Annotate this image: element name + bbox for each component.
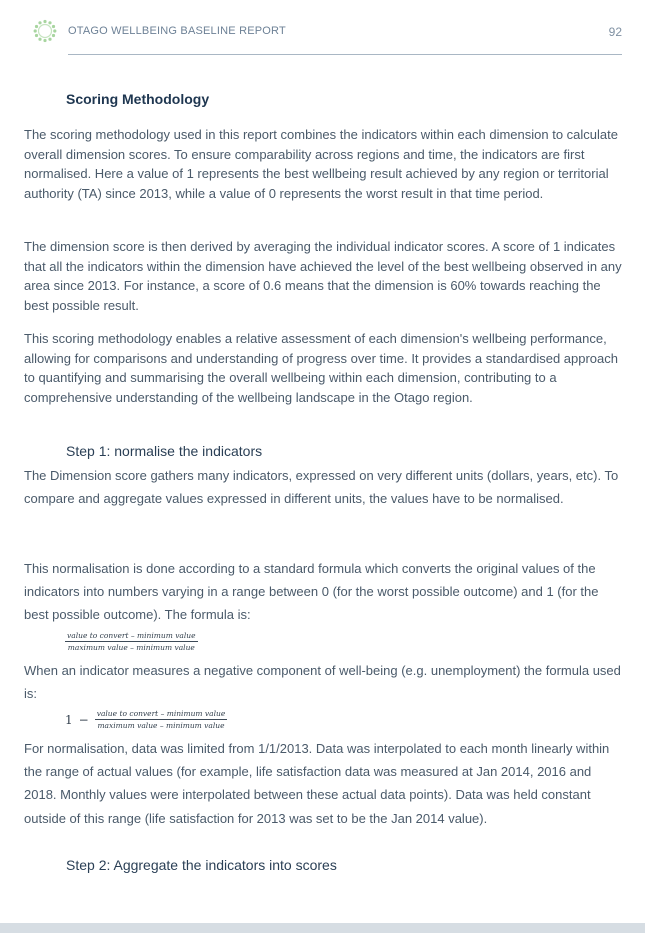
relative-assessment-paragraph: This scoring methodology enables a relative assessment of each dimension's wellbeing performance, allowing for comparisons and understanding of progress over time. It provides a standardised approach to quantifying and summarising the overall wellbeing within each dimension, contributing to a comprehensive understanding of the wellbeing landscape in the Otago region. — [24, 331, 619, 405]
formula-fraction — [95, 709, 228, 730]
dimension-score-paragraph: The dimension score is then derived by averaging the individual indicator scores. A score of 1 indicates that all the indicators within the dimension have achieved the level of the best wellbeing observed in any area since 2013. For instance, a score of 0.6 means that the dimension is 60% towards reaching the best possible result. — [24, 239, 622, 313]
leaf-wreath-icon — [33, 19, 57, 43]
formula-numerator: value to convert – minimum value — [96, 709, 226, 718]
page-footer-band — [0, 923, 645, 933]
formula-minus: − — [78, 712, 89, 727]
methodology-paragraph: The scoring methodology used in this report combines the indicators within each dimension to calculate overall dimension scores. To ensure comparability across regions and time, the indicators are first normalised. Here a value of 1 represents the best wellbeing result achieved by any region or territorial authority (TA) since 2013, while a value of 0 represents the worst result in that time period. — [24, 127, 618, 201]
step2-heading: Step 2: Aggregate the indicators into scores — [66, 857, 337, 873]
step1-intro-paragraph: The Dimension score gathers many indicators, expressed on very different units (dollars, years, etc). To compare and aggregate values expressed in different units, the values have to be normalised. — [24, 468, 619, 507]
header-divider — [68, 54, 622, 55]
normalisation-formula — [65, 631, 198, 652]
negative-indicator-paragraph: When an indicator measures a negative component of well-being (e.g. unemployment) the formula used is: — [24, 663, 621, 702]
formula-fraction — [65, 631, 198, 652]
formula-one: 1 — [65, 712, 73, 727]
step1-formula-intro-paragraph: This normalisation is done according to a standard formula which converts the original values of the indicators into numbers varying in a range between 0 (for the worst possible outcome) and 1 (for the best possible outcome). The formula is: — [24, 561, 599, 623]
report-title: OTAGO WELLBEING BASELINE REPORT — [68, 25, 286, 37]
section-heading: Scoring Methodology — [66, 91, 210, 107]
negative-normalisation-formula — [65, 709, 227, 730]
page-number: 92 — [608, 25, 622, 39]
formula-numerator: value to convert – minimum value — [67, 631, 196, 640]
formula-denominator: maximum value – minimum value — [97, 721, 225, 730]
step1-heading: Step 1: normalise the indicators — [66, 443, 263, 459]
formula-denominator: maximum value – minimum value — [67, 643, 195, 652]
data-limitation-paragraph: For normalisation, data was limited from 1/1/2013. Data was interpolated to each month linearly within the range of actual values (for example, life satisfaction data was measured at Jan 2014, 2016 and 2018. Monthly values were interpolated between these actual data points). Data was held constant outside of this range (life satisfaction for 2013 was set to be the Jan 2014 value). — [24, 741, 610, 826]
